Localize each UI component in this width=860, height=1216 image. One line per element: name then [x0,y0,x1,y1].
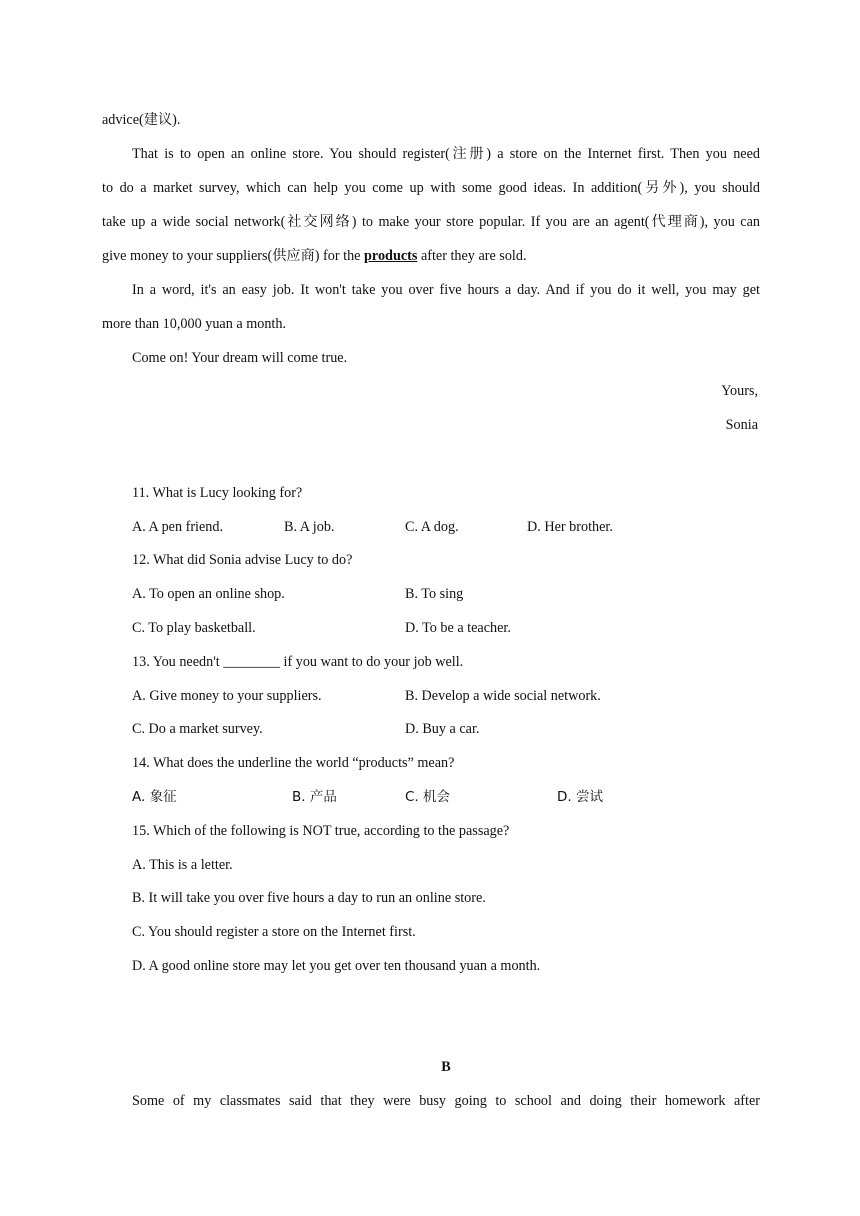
passage-line: Some of my classmates said that they were busy going to school and doing their homework after [132,1093,760,1109]
question-stem: 14. What does the underline the world “products” mean? [132,755,455,771]
answer-option: D. Her brother. [527,519,613,535]
answer-option: A. To open an online shop. [132,586,285,602]
answer-option: A. A pen friend. [132,519,224,535]
answer-option: B. 产品 [292,789,337,805]
question-stem: 15. Which of the following is NOT true, according to the passage? [132,823,510,839]
answer-option: A. 象征 [132,789,177,805]
passage-text: give money to your suppliers(供应商) for the [102,248,365,264]
answer-option: A. Give money to your suppliers. [132,688,322,704]
letter-signature: Sonia [725,417,758,433]
letter-closing: Yours, [721,383,758,399]
answer-option: B. Develop a wide social network. [405,688,601,704]
answer-option: D. To be a teacher. [405,620,511,636]
question-stem: 13. You needn't ________ if you want to do your job well. [132,654,464,670]
answer-option: D. Buy a car. [405,721,480,737]
answer-option: C. Do a market survey. [132,721,263,737]
passage-line: That is to open an online store. You should register(注册) a store on the Internet first. Then you need [132,146,760,162]
answer-option: C. To play basketball. [132,620,256,636]
answer-option: A. This is a letter. [132,857,233,873]
passage-line: In a word, it's an easy job. It won't take you over five hours a day. And if you do it well, you may get [132,282,760,298]
passage-line: take up a wide social network(社交网络) to make your store popular. If you are an agent(代理商), you can [102,214,760,230]
answer-option: D. 尝试 [557,789,603,805]
answer-option: C. 机会 [405,789,451,805]
passage-line: Come on! Your dream will come true. [132,350,348,366]
passage-line: more than 10,000 yuan a month. [102,316,287,332]
passage-text: after they are sold. [417,248,527,264]
answer-option: B. To sing [405,586,464,602]
answer-option: D. A good online store may let you get over ten thousand yuan a month. [132,958,541,974]
section-heading: B [441,1059,451,1075]
passage-line: advice(建议). [102,112,181,128]
answer-option: C. A dog. [405,519,459,535]
answer-option: C. You should register a store on the Internet first. [132,924,416,940]
answer-option: B. It will take you over five hours a day to run an online store. [132,890,486,906]
answer-option: B. A job. [284,519,335,535]
question-stem: 12. What did Sonia advise Lucy to do? [132,552,353,568]
passage-line [102,239,760,273]
underlined-word-products: products [364,248,418,264]
question-stem: 11. What is Lucy looking for? [132,485,303,501]
passage-line: to do a market survey, which can help you come up with some good ideas. In addition(另外), you should [102,180,760,196]
